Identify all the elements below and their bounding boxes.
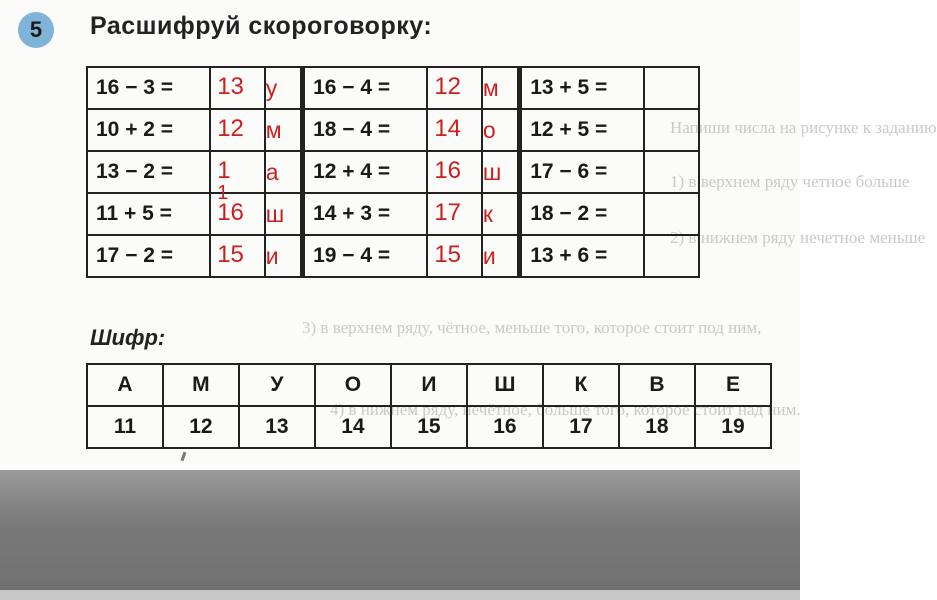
exercise-row [87, 235, 699, 277]
exercise-answer-cell [644, 151, 699, 193]
cipher-letters-row [87, 364, 771, 406]
exercise-expression: 19 − 4 = [303, 235, 428, 277]
decoded-letter-cell [265, 151, 303, 193]
handwritten-letter: м [265, 116, 282, 143]
cipher-letter: А [87, 364, 163, 406]
decoded-letter-cell [482, 67, 520, 109]
exercise-expression: 18 − 2 = [520, 193, 645, 235]
bleed-through-line-4: 3) в верхнем ряду, чётное, меньше того, которое стоит под ним, [302, 318, 762, 337]
handwritten-letter: и [482, 242, 496, 269]
handwritten-letter: ш [265, 200, 285, 227]
cipher-number: 18 [619, 406, 695, 448]
decoded-letter-cell [265, 193, 303, 235]
cipher-number: 17 [543, 406, 619, 448]
cipher-table [86, 363, 772, 449]
exercise-expression: 13 + 6 = [520, 235, 645, 277]
exercise-expression: 16 − 4 = [303, 67, 428, 109]
exercise-answer-cell [210, 109, 265, 151]
bottom-strip [0, 590, 800, 600]
pencil-mark [181, 452, 187, 461]
cipher-number: 16 [467, 406, 543, 448]
cipher-letter: О [315, 364, 391, 406]
exercise-table [86, 66, 700, 278]
handwritten-answer: 15 [434, 241, 462, 268]
decoded-letter-cell [265, 235, 303, 277]
exercise-expression: 13 + 5 = [520, 67, 645, 109]
handwritten-answer: 12 [434, 73, 462, 100]
handwritten-answer: 17 [434, 199, 462, 226]
handwritten-letter: к [482, 200, 493, 227]
handwritten-letter: м [482, 74, 499, 101]
handwritten-answer: 13 [217, 73, 244, 100]
exercise-row [87, 67, 699, 109]
handwritten-letter: и [265, 242, 279, 269]
exercise-expression: 17 − 6 = [520, 151, 645, 193]
handwritten-letter: о [482, 116, 496, 143]
exercise-expression: 10 + 2 = [87, 109, 210, 151]
exercise-answer-cell [427, 151, 482, 193]
cipher-letter: В [619, 364, 695, 406]
handwritten-answer: 16 [434, 157, 462, 184]
cipher-number: 13 [239, 406, 315, 448]
bleed-through-line-2: 1) в верхнем ряду четное больше [670, 172, 910, 191]
handwritten-answer: 15 [217, 241, 244, 268]
exercise-expression: 11 + 5 = [87, 193, 210, 235]
exercise-answer-cell [644, 193, 699, 235]
cipher-letter: Е [695, 364, 771, 406]
cipher-number: 14 [315, 406, 391, 448]
exercise-answer-cell [427, 109, 482, 151]
cipher-letter: К [543, 364, 619, 406]
exercise-answer-cell [210, 235, 265, 277]
exercise-expression: 16 − 3 = [87, 67, 210, 109]
bleed-through-line-1: Напиши числа на рисунке к заданию [670, 118, 937, 137]
exercise-answer-cell [210, 182, 265, 235]
bottom-band [0, 470, 800, 600]
cipher-letter: И [391, 364, 467, 406]
bleed-through-line-3: 2) в нижнем ряду нечетное меньше [670, 228, 926, 247]
exercise-expression: 12 + 4 = [303, 151, 428, 193]
exercise-expression: 14 + 3 = [303, 193, 428, 235]
exercise-answer-cell [427, 235, 482, 277]
task-number-badge: 5 [18, 12, 54, 48]
cipher-number: 11 [87, 406, 163, 448]
cipher-letter: У [239, 364, 315, 406]
exercise-answer-cell [644, 235, 699, 277]
task-title: Расшифруй скороговорку: [90, 12, 433, 40]
handwritten-letter: ш [482, 158, 502, 185]
bleed-through-line-5: 4) в нижнем ряду, нечётное, больше того, которое стоит над ним. [330, 400, 801, 419]
exercise-row [87, 151, 699, 193]
exercise-row [87, 193, 699, 235]
exercise-answer-cell [210, 67, 265, 109]
decoded-letter-cell [265, 67, 303, 109]
decoded-letter-cell [482, 109, 520, 151]
cipher-number: 15 [391, 406, 467, 448]
decoded-letter-cell [482, 235, 520, 277]
decoded-letter-cell [265, 109, 303, 151]
exercise-expression: 17 − 2 = [87, 235, 210, 277]
handwritten-answer: 14 [434, 115, 462, 142]
handwritten-stray-digit: 1 [217, 182, 229, 204]
cipher-letter: М [163, 364, 239, 406]
cipher-numbers-row [87, 406, 771, 448]
exercise-answer-cell [644, 109, 699, 151]
exercise-answer-cell [427, 67, 482, 109]
exercise-expression: 12 + 5 = [520, 109, 645, 151]
cipher-number: 19 [695, 406, 771, 448]
exercise-answer-cell [427, 193, 482, 235]
cipher-letter: Ш [467, 364, 543, 406]
handwritten-answer: 12 [217, 115, 244, 142]
exercise-answer-cell [644, 67, 699, 109]
handwritten-answer: 1 [217, 157, 231, 184]
handwritten-answer: 16 [217, 199, 244, 226]
cipher-number: 12 [163, 406, 239, 448]
exercise-expression: 18 − 4 = [303, 109, 428, 151]
decoded-letter-cell [482, 151, 520, 193]
exercise-row [87, 109, 699, 151]
handwritten-letter: а [265, 158, 279, 185]
exercise-expression: 13 − 2 = [87, 151, 210, 193]
decoded-letter-cell [482, 193, 520, 235]
handwritten-letter: у [265, 74, 278, 101]
cipher-title: Шифр: [90, 325, 166, 350]
